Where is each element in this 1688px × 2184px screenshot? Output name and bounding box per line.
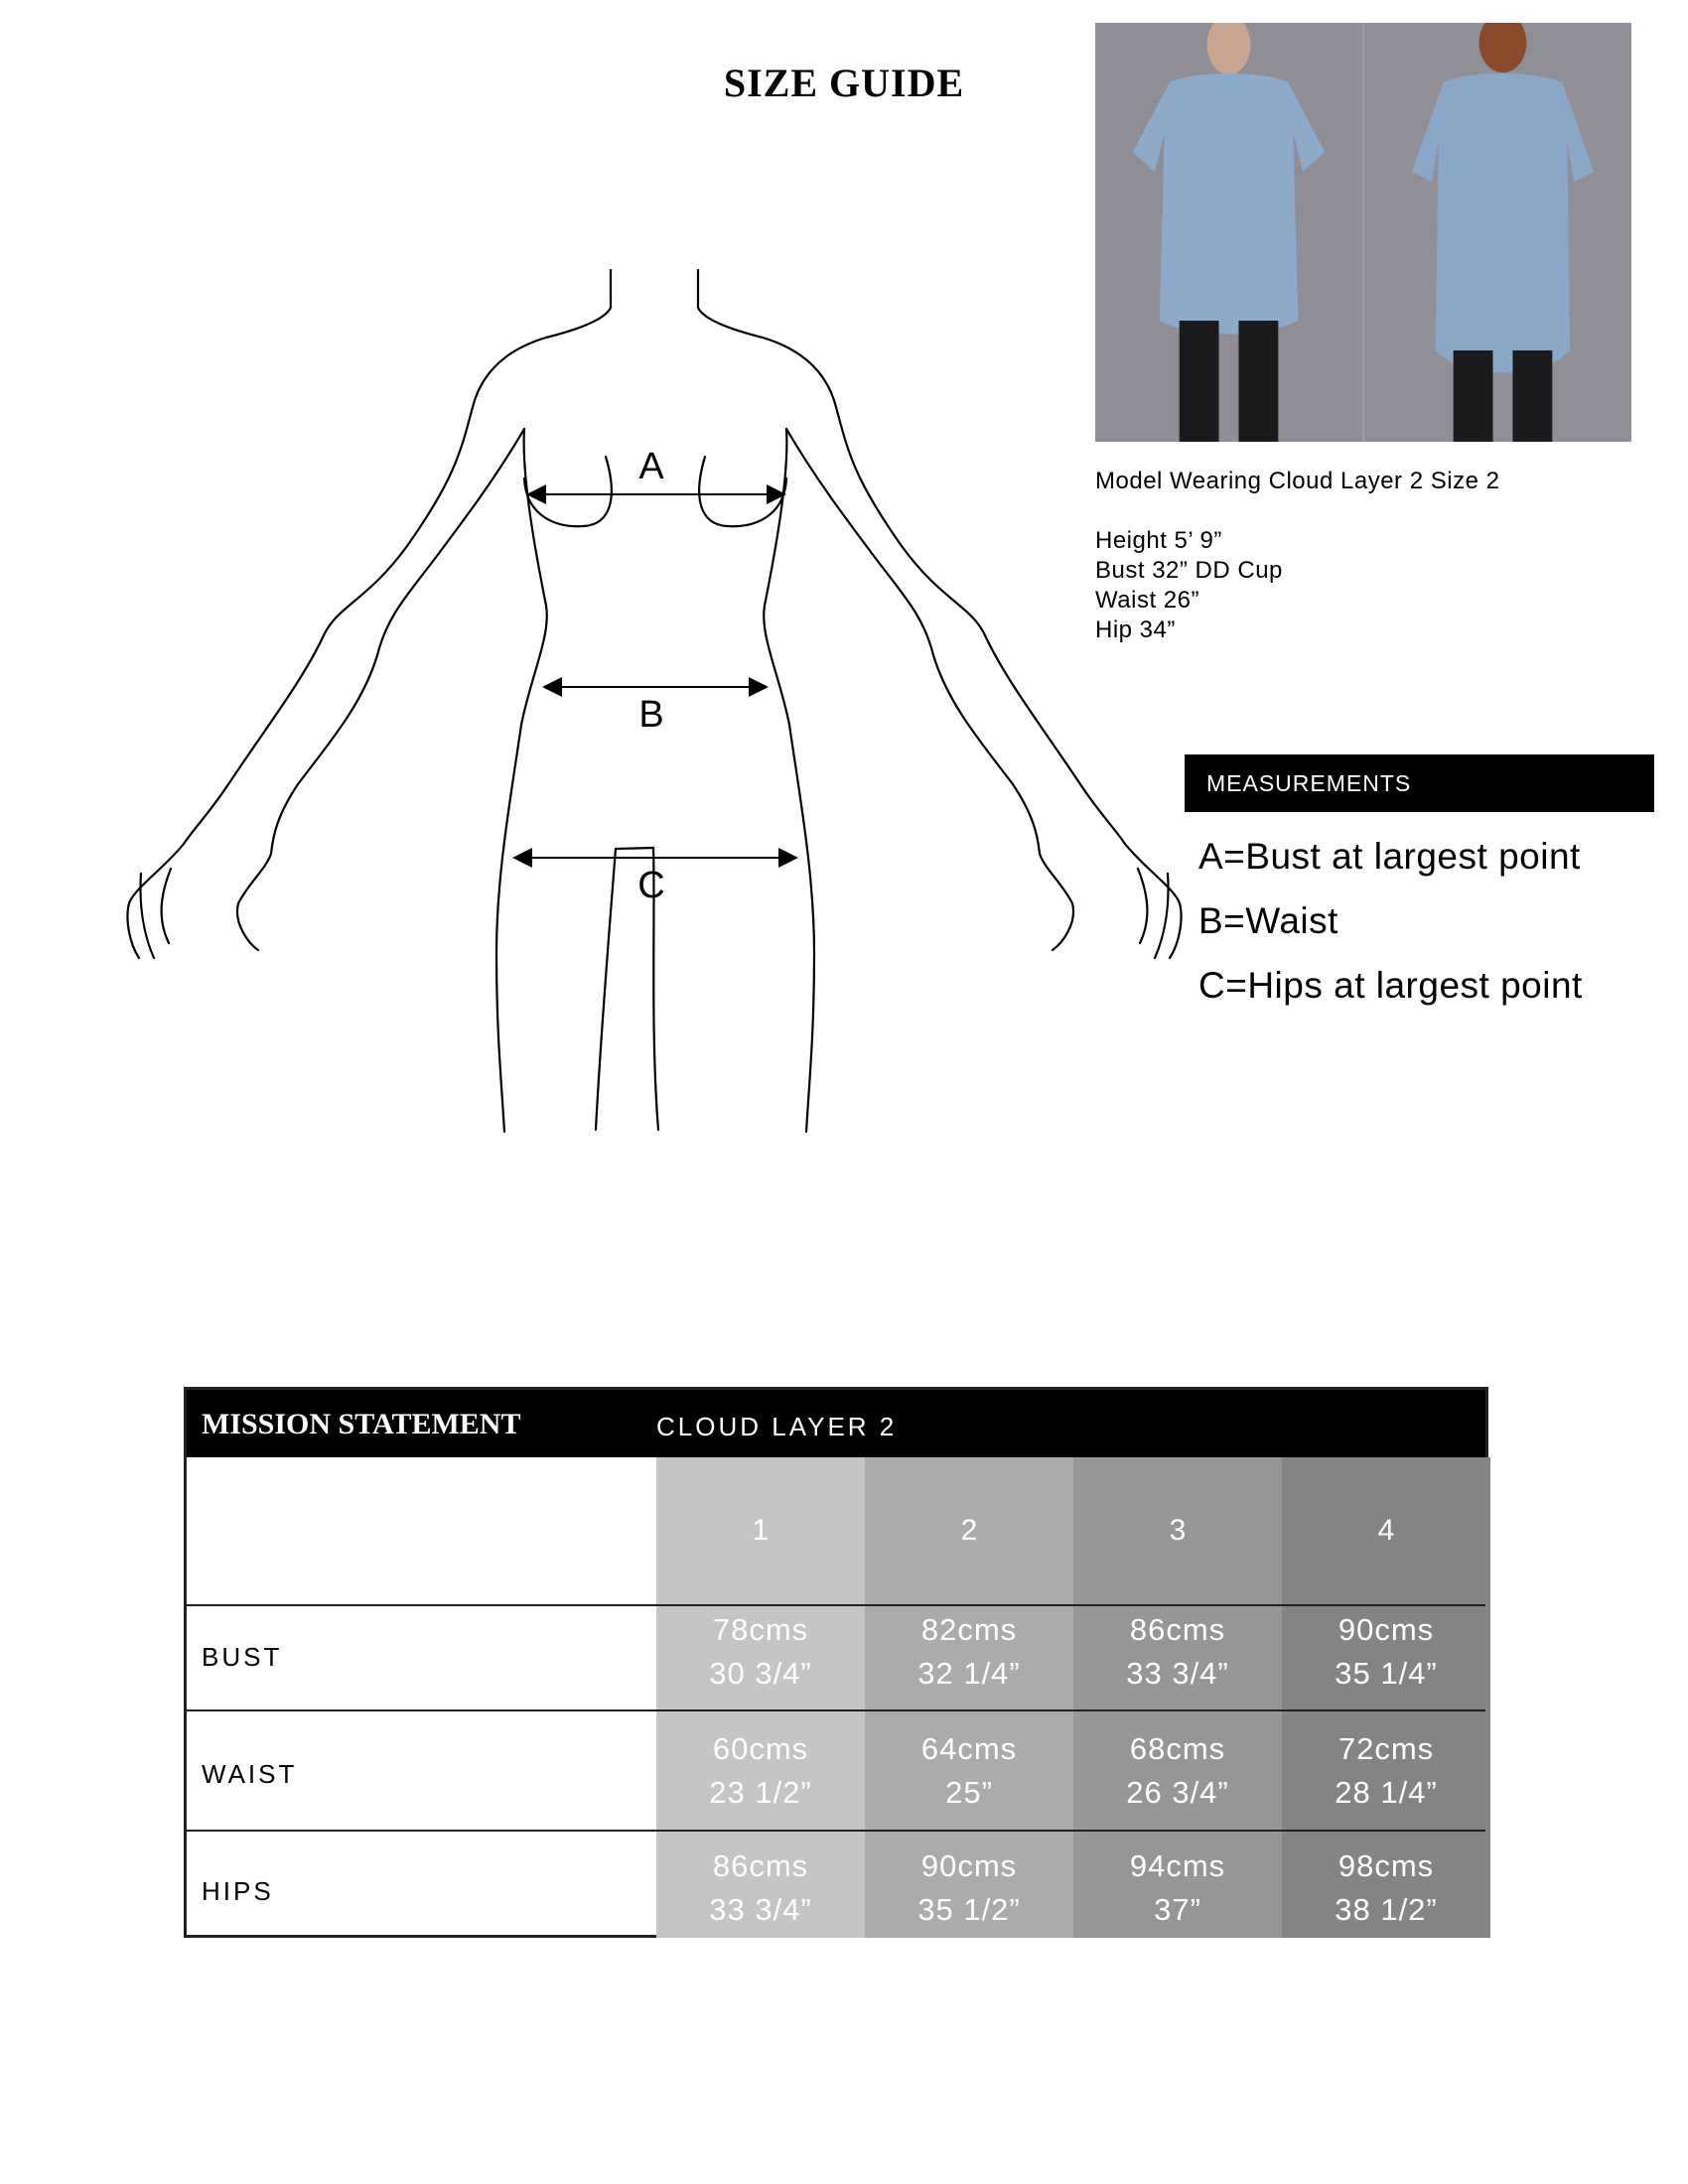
size-column-3	[1073, 1457, 1282, 1938]
row-divider	[187, 1709, 1485, 1711]
row-divider	[187, 1604, 1485, 1606]
hips-cm: 98cms	[1337, 1848, 1435, 1883]
waist-in: 26 3/4”	[1126, 1775, 1229, 1810]
model-photo	[1095, 23, 1631, 442]
waist-cell	[1282, 1727, 1490, 1815]
hips-cell	[865, 1844, 1073, 1932]
model-info	[1095, 467, 1499, 645]
hips-cell	[656, 1844, 865, 1932]
bust-cm: 86cms	[1129, 1612, 1226, 1647]
model-waist: Waist 26”	[1095, 587, 1199, 614]
bust-cell	[1282, 1608, 1490, 1696]
size-column-1	[656, 1457, 865, 1938]
bust-cm: 78cms	[712, 1612, 809, 1647]
hips-in: 38 1/2”	[1335, 1892, 1438, 1927]
model-bust: Bust 32” DD Cup	[1095, 557, 1283, 584]
size-table	[184, 1387, 1488, 1938]
size-column-4	[1282, 1457, 1490, 1938]
measurement-b: B=Waist	[1198, 900, 1338, 941]
brand-name: MISSION STATEMENT	[202, 1408, 521, 1440]
table-header	[187, 1390, 1485, 1457]
bust-cm: 90cms	[1337, 1612, 1435, 1647]
body-outline-svg	[109, 258, 1201, 1152]
model-photo-front	[1095, 23, 1362, 442]
waist-cell	[656, 1727, 865, 1815]
bust-cm: 82cms	[920, 1612, 1018, 1647]
model-hip: Hip 34”	[1095, 616, 1176, 643]
waist-in: 28 1/4”	[1335, 1775, 1438, 1810]
product-name: CLOUD LAYER 2	[656, 1412, 898, 1441]
hips-cell	[1073, 1844, 1282, 1932]
bust-in: 35 1/4”	[1335, 1656, 1438, 1691]
bust-cell	[656, 1608, 865, 1696]
size-label: 2	[960, 1514, 978, 1547]
waist-in: 23 1/2”	[709, 1775, 812, 1810]
bust-cell	[865, 1608, 1073, 1696]
model-caption: Model Wearing Cloud Layer 2 Size 2	[1095, 468, 1500, 494]
size-label: 1	[752, 1514, 770, 1547]
bust-in: 30 3/4”	[709, 1656, 812, 1691]
waist-cm: 64cms	[920, 1731, 1018, 1766]
body-outline-diagram	[109, 258, 1201, 1152]
model-photo-back	[1362, 23, 1631, 442]
bust-in: 32 1/4”	[917, 1656, 1021, 1691]
hips-in: 33 3/4”	[709, 1892, 812, 1927]
size-label: 3	[1169, 1514, 1187, 1547]
waist-cell	[1073, 1727, 1282, 1815]
waist-in: 25”	[945, 1775, 993, 1810]
hips-cm: 86cms	[712, 1848, 809, 1883]
row-divider	[187, 1830, 1485, 1832]
row-label-hips: HIPS	[202, 1876, 274, 1906]
hips-in: 35 1/2”	[917, 1892, 1021, 1927]
hips-cm: 90cms	[920, 1848, 1018, 1883]
model-height: Height 5’ 9”	[1095, 527, 1222, 554]
bust-cell	[1073, 1608, 1282, 1696]
row-label-waist: WAIST	[202, 1759, 298, 1789]
measurements-header: MEASUREMENTS	[1185, 754, 1654, 812]
bust-in: 33 3/4”	[1126, 1656, 1229, 1691]
marker-c: C	[637, 865, 665, 906]
waist-cm: 60cms	[712, 1731, 809, 1766]
measurements-list	[1198, 824, 1583, 1018]
measurement-a: A=Bust at largest point	[1198, 836, 1581, 877]
waist-cm: 72cms	[1337, 1731, 1435, 1766]
waist-cm: 68cms	[1129, 1731, 1226, 1766]
marker-a: A	[638, 446, 664, 487]
measurement-c: C=Hips at largest point	[1198, 965, 1583, 1006]
row-label-bust: BUST	[202, 1642, 283, 1672]
page-title: SIZE GUIDE	[723, 61, 965, 105]
waist-cell	[865, 1727, 1073, 1815]
hips-cm: 94cms	[1129, 1848, 1226, 1883]
marker-b: B	[638, 694, 664, 736]
size-column-2	[865, 1457, 1073, 1938]
hips-cell	[1282, 1844, 1490, 1932]
hips-in: 37”	[1154, 1892, 1201, 1927]
size-label: 4	[1377, 1514, 1395, 1547]
